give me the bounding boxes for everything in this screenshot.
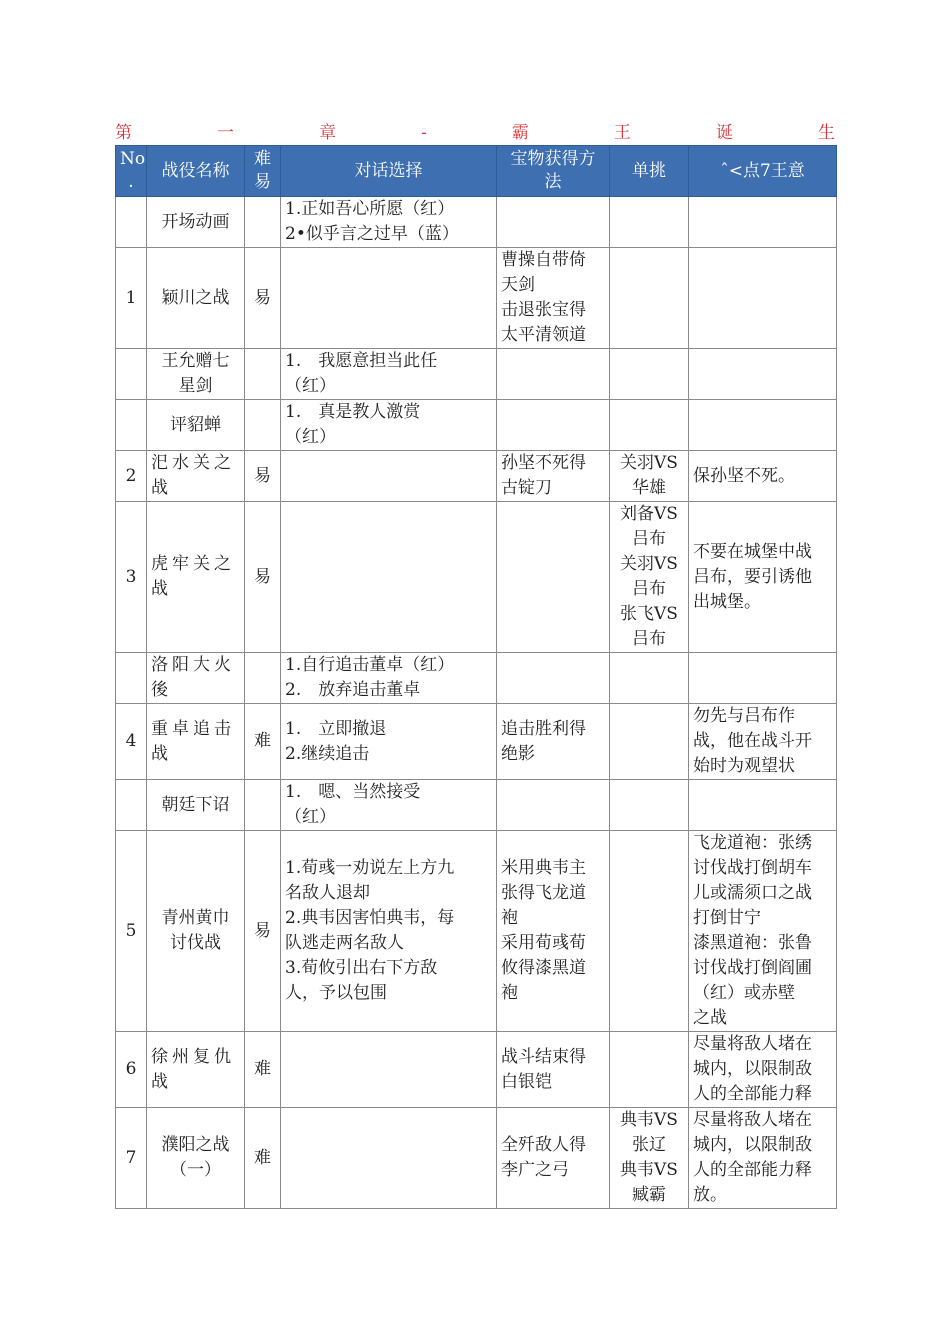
tip-cell <box>689 248 837 349</box>
title-char: 王 <box>613 123 631 143</box>
header-dialog: 对话选择 <box>281 146 497 197</box>
dialog-choice-cell <box>281 502 497 653</box>
dialog-choice-cell <box>281 248 497 349</box>
title-char: 第 <box>115 123 132 143</box>
header-tip: ˆ<点7王意 <box>689 146 837 197</box>
treasure-method-cell: 米用典韦主 张得飞龙道 袍 采用荀彧荀 攸得漆黑道 袍 <box>497 831 610 1032</box>
tip-cell: 飞龙道袍：张绣 讨伐战打倒胡车 儿或濡须口之战 打倒甘宁 漆黑道袍：张鲁 讨伐战打倒阎圃 （红）或赤壁 之战 <box>689 831 837 1032</box>
table-row <box>116 197 837 248</box>
tip-cell: 尽量将敌人堵在 城内，以限制敌 人的全部能力释 放。 <box>689 1108 837 1209</box>
table-row <box>116 831 837 1032</box>
table-row <box>116 451 837 502</box>
table-row <box>116 502 837 653</box>
duel-cell <box>610 780 689 831</box>
dialog-choice-cell: 1.自行追击董卓（红） 2. 放弃追击董卓 <box>281 653 497 704</box>
dialog-choice-cell: 1. 我愿意担当此任 （红） <box>281 349 497 400</box>
table-row <box>116 400 837 451</box>
battle-name-cell: 朝廷下诏 <box>147 780 245 831</box>
row-number-cell <box>116 349 147 400</box>
duel-cell <box>610 248 689 349</box>
row-number-cell: 5 <box>116 831 147 1032</box>
treasure-method-cell <box>497 197 610 248</box>
difficulty-cell: 难 <box>245 1108 281 1209</box>
title-char: - <box>421 123 427 143</box>
difficulty-cell: 难 <box>245 704 281 780</box>
header-duel: 单挑 <box>610 146 689 197</box>
tip-cell <box>689 197 837 248</box>
chapter-title <box>115 122 835 144</box>
tip-cell: 尽量将敌人堵在 城内，以限制敌 人的全部能力释 <box>689 1032 837 1108</box>
dialog-choice-cell: 1.正如吾心所愿（红） 2•似乎言之过早（蓝） <box>281 197 497 248</box>
difficulty-cell: 易 <box>245 831 281 1032</box>
difficulty-cell <box>245 400 281 451</box>
battle-name-cell: 洛阳大火 後 <box>147 653 245 704</box>
table-row <box>116 1032 837 1108</box>
tip-cell: 不要在城堡中战 吕布，要引诱他 出城堡。 <box>689 502 837 653</box>
difficulty-cell: 易 <box>245 248 281 349</box>
table-row <box>116 248 837 349</box>
tip-cell: 勿先与吕布作 战，他在战斗开 始时为观望状 <box>689 704 837 780</box>
title-char: 一 <box>217 123 235 143</box>
dialog-choice-cell: 1. 立即撤退 2.继续追击 <box>281 704 497 780</box>
row-number-cell <box>116 197 147 248</box>
treasure-method-cell <box>497 349 610 400</box>
tip-cell: 保孙坚不死。 <box>689 451 837 502</box>
difficulty-cell <box>245 780 281 831</box>
duel-cell <box>610 653 689 704</box>
treasure-method-cell: 战斗结束得 白银铠 <box>497 1032 610 1108</box>
duel-cell <box>610 400 689 451</box>
treasure-method-cell <box>497 653 610 704</box>
battle-name-cell: 虎牢关之 战 <box>147 502 245 653</box>
title-char: 霸 <box>511 123 529 143</box>
row-number-cell: 3 <box>116 502 147 653</box>
row-number-cell: 1 <box>116 248 147 349</box>
duel-cell <box>610 1032 689 1108</box>
tip-cell <box>689 780 837 831</box>
title-char: 生 <box>817 123 835 143</box>
difficulty-cell <box>245 349 281 400</box>
battle-name-cell: 徐州复仇 战 <box>147 1032 245 1108</box>
difficulty-cell <box>245 197 281 248</box>
table-header-row <box>116 146 837 197</box>
header-no: No . <box>116 146 147 197</box>
dialog-choice-cell <box>281 451 497 502</box>
difficulty-cell: 易 <box>245 502 281 653</box>
dialog-choice-cell: 1.荀彧一劝说左上方九 名敌人退却 2.典韦因害怕典韦，每 队逃走两名敌人 3.荀攸引出右下方敌 人，予以包围 <box>281 831 497 1032</box>
duel-cell <box>610 197 689 248</box>
duel-cell: 关羽VS 华雄 <box>610 451 689 502</box>
header-treasure: 宝物获得方 法 <box>497 146 610 197</box>
table-row <box>116 349 837 400</box>
duel-cell <box>610 831 689 1032</box>
table-row <box>116 780 837 831</box>
tip-cell <box>689 400 837 451</box>
duel-cell <box>610 704 689 780</box>
row-number-cell: 6 <box>116 1032 147 1108</box>
treasure-method-cell <box>497 780 610 831</box>
row-number-cell <box>116 653 147 704</box>
treasure-method-cell: 追击胜利得 绝影 <box>497 704 610 780</box>
title-char: 章 <box>319 123 337 143</box>
battle-name-cell: 青州黄巾 讨伐战 <box>147 831 245 1032</box>
tip-cell <box>689 349 837 400</box>
battle-name-cell: 评貂蝉 <box>147 400 245 451</box>
difficulty-cell: 难 <box>245 1032 281 1108</box>
table-row <box>116 1108 837 1209</box>
battle-name-cell: 王允赠七 星剑 <box>147 349 245 400</box>
treasure-method-cell: 曹操自带倚 天剑 击退张宝得 太平清领道 <box>497 248 610 349</box>
table-row <box>116 653 837 704</box>
treasure-method-cell: 全歼敌人得 李广之弓 <box>497 1108 610 1209</box>
duel-cell: 刘备VS 吕布 关羽VS 吕布 张飞VS 吕布 <box>610 502 689 653</box>
battle-name-cell: 重卓追击 战 <box>147 704 245 780</box>
table-row <box>116 704 837 780</box>
dialog-choice-cell: 1. 真是教人激赏 （红） <box>281 400 497 451</box>
battle-name-cell: 开场动画 <box>147 197 245 248</box>
difficulty-cell <box>245 653 281 704</box>
row-number-cell <box>116 780 147 831</box>
header-difficulty: 难 易 <box>245 146 281 197</box>
row-number-cell: 7 <box>116 1108 147 1209</box>
row-number-cell: 2 <box>116 451 147 502</box>
duel-cell: 典韦VS 张辽 典韦VS 臧霸 <box>610 1108 689 1209</box>
difficulty-cell: 易 <box>245 451 281 502</box>
treasure-method-cell <box>497 502 610 653</box>
dialog-choice-cell <box>281 1108 497 1209</box>
row-number-cell: 4 <box>116 704 147 780</box>
battle-name-cell: 颖川之战 <box>147 248 245 349</box>
dialog-choice-cell: 1. 嗯、当然接受 （红） <box>281 780 497 831</box>
dialog-choice-cell <box>281 1032 497 1108</box>
treasure-method-cell: 孙坚不死得 古锭刀 <box>497 451 610 502</box>
battle-name-cell: 汜水关之 战 <box>147 451 245 502</box>
title-char: 诞 <box>715 123 733 143</box>
header-battle-name: 战役名称 <box>147 146 245 197</box>
battle-name-cell: 濮阳之战 （一） <box>147 1108 245 1209</box>
row-number-cell <box>116 400 147 451</box>
duel-cell <box>610 349 689 400</box>
battle-table <box>115 145 837 1209</box>
treasure-method-cell <box>497 400 610 451</box>
tip-cell <box>689 653 837 704</box>
